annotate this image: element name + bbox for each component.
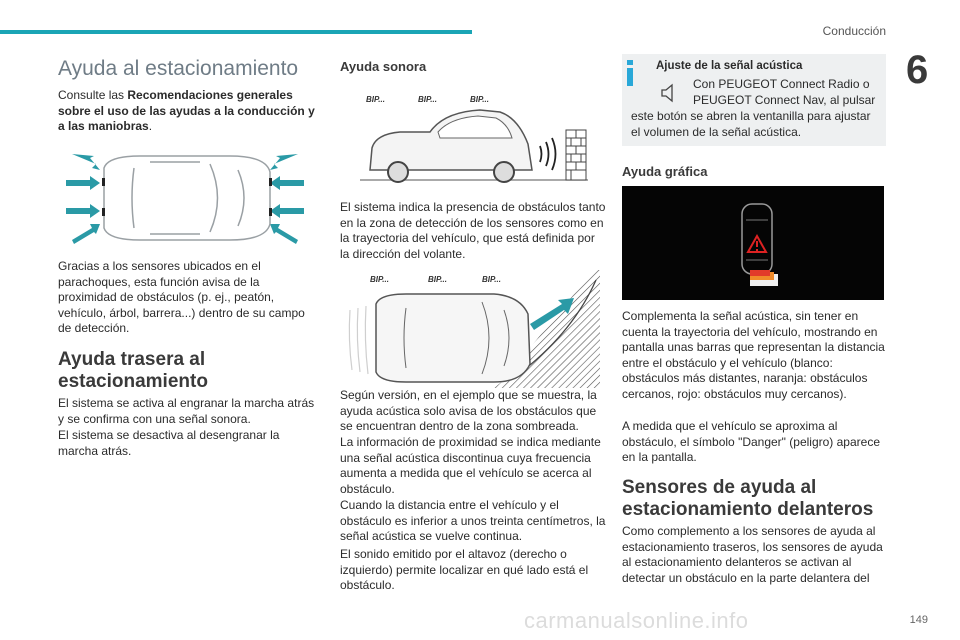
watermark: carmanualsonline.info bbox=[524, 608, 749, 633]
car-side-sound-illustration bbox=[360, 88, 590, 188]
version-paragraph-3: Cuando la distancia entre el vehículo y el obstáculo es inferior a unos treinta centímetros, la señal acústica se vuelve continua. bbox=[340, 498, 606, 543]
info-box-text-1: Con PEUGEOT Connect Radio o PEUGEOT Connect Nav, al pulsar bbox=[693, 77, 876, 107]
front-sensors-heading: Sensores de ayuda al estacionamiento delanteros bbox=[622, 477, 874, 520]
motion-trail bbox=[349, 306, 368, 374]
screen-display-image bbox=[622, 186, 884, 300]
intro-text: Consulte las bbox=[58, 88, 128, 102]
rear-wheel bbox=[494, 162, 514, 182]
bip-label-1: BIP... bbox=[366, 95, 385, 104]
info-box-title: Ajuste de la señal acústica bbox=[656, 60, 803, 72]
bip-label-3: BIP... bbox=[470, 95, 489, 104]
sensors-paragraph: Gracias a los sensores ubicados en el parachoques, esta función avisa de la proximidad de obstáculos (p. ej., peatón, vehículo, árbol, barrera...) dentro de su campo de detección. bbox=[58, 259, 305, 335]
version-paragraph-4: El sonido emitido por el altavoz (derecho o izquierdo) permite localizar en qué lado está el obstáculo. bbox=[340, 547, 589, 592]
sound-waves bbox=[540, 138, 556, 170]
version-paragraph-1: Según versión, en el ejemplo que se muestra, la ayuda acústica solo avisa de los obstáculos que se encuentran dentro de la zona sombreada. bbox=[340, 388, 597, 433]
bip-label-5: BIP... bbox=[428, 275, 447, 284]
car-topview bbox=[376, 294, 530, 382]
brick-wall bbox=[566, 130, 586, 180]
header-accent-bar bbox=[0, 30, 472, 34]
chapter-number: 6 bbox=[906, 48, 929, 92]
sensor-dots bbox=[102, 178, 272, 216]
distance-bars bbox=[750, 270, 778, 286]
bip-label-4: BIP... bbox=[370, 275, 389, 284]
rear-assist-heading: Ayuda trasera al estacionamiento bbox=[58, 349, 208, 392]
graphic-assist-heading: Ayuda gráfica bbox=[622, 164, 708, 179]
info-box-text-2: este botón se abren la ventanilla para ajustar el volumen de la señal acústica. bbox=[631, 109, 871, 139]
speaker-icon bbox=[658, 82, 680, 104]
bip-label-6: BIP... bbox=[482, 275, 501, 284]
car-topview-sensors-illustration bbox=[60, 148, 310, 248]
car-display-graphic bbox=[622, 186, 884, 300]
bip-label-2: BIP... bbox=[418, 95, 437, 104]
graphic-paragraph-2: A medida que el vehículo se aproxima al obstáculo, el símbolo "Danger" (peligro) aparece en la pantalla. bbox=[622, 419, 880, 464]
car-body bbox=[370, 110, 532, 170]
intro-end: . bbox=[148, 119, 153, 133]
page-number: 149 bbox=[909, 614, 928, 626]
rear-paragraph-1: El sistema se activa al engranar la marcha atrás y se confirma con una señal sonora. bbox=[58, 396, 315, 426]
car-outline bbox=[104, 156, 270, 240]
sound-paragraph: El sistema indica la presencia de obstáculos tanto en la zona de detección de los sensores como en la trayectoria del vehículo, que está definida por la dirección del volante. bbox=[340, 200, 606, 261]
sound-assist-heading: Ayuda sonora bbox=[340, 59, 427, 74]
intro-paragraph bbox=[58, 88, 320, 135]
intro-bold-text: Recomendaciones generales sobre el uso de las ayudas a la conducción y a las maniobras bbox=[58, 88, 315, 133]
front-sensors-paragraph: Como complemento a los sensores de ayuda al estacionamiento traseros, los sensores de ayuda al estacionamiento delanteros se activan al detectar un obstáculo en la parte delantera del bbox=[622, 524, 883, 585]
front-wheel bbox=[388, 162, 408, 182]
car-trajectory-illustration bbox=[344, 270, 600, 388]
section-title: Conducción bbox=[822, 24, 886, 38]
info-icon bbox=[622, 60, 640, 86]
page-title: Ayuda al estacionamiento bbox=[58, 57, 299, 80]
graphic-paragraph-1: Complementa la señal acústica, sin tener en cuenta la trayectoria del vehículo, mostrando en pantalla unas barras que representan la distancia entre el obstáculo y el vehículo (blanco: obstáculos más distantes, naranja: obstáculos cercanos, rojo: obstáculos muy cercanos). bbox=[622, 309, 885, 401]
version-paragraph-2: La información de proximidad se indica mediante una señal acústica discontinua cuya frecuencia aumenta a medida que el vehículo se acerca al obstáculo. bbox=[340, 435, 601, 496]
rear-paragraph-2: El sistema se desactiva al desengranar la marcha atrás. bbox=[58, 428, 280, 458]
info-box bbox=[622, 54, 886, 146]
